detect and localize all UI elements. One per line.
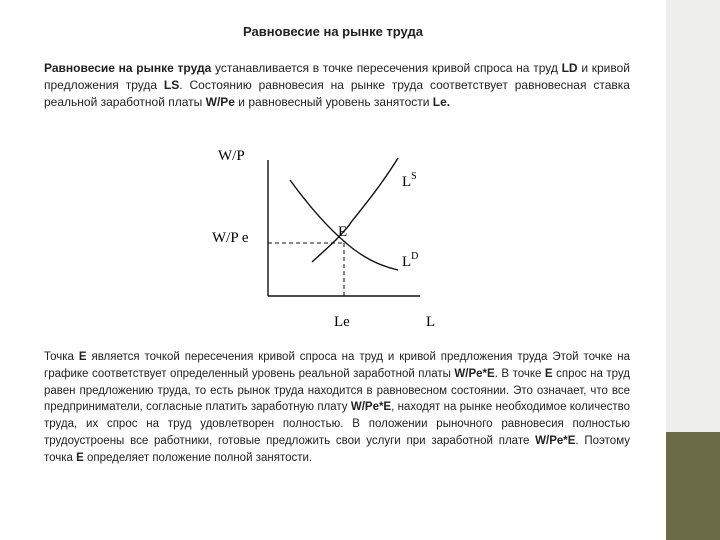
intro-text-2: и кривой предложения труда bbox=[44, 61, 630, 92]
y-axis-label: W/P bbox=[218, 148, 245, 164]
outro-text-1: Точка bbox=[44, 351, 79, 363]
outro-text-4: спрос на труд равен предложению труда, то есть рынок труда находится в равновесном состоянии. Это означает, что все предприниматели, согласные платить заработную плату bbox=[44, 367, 631, 414]
supply-curve-label: $L^S$ bbox=[402, 171, 417, 190]
intro-le: Le. bbox=[432, 95, 451, 109]
outro-point-e-1: E bbox=[78, 351, 87, 363]
outro-wage-3: W/Pe*E bbox=[535, 434, 576, 447]
supply-curve bbox=[312, 158, 398, 262]
outro-paragraph bbox=[44, 349, 630, 467]
supply-curve-superscript: S bbox=[411, 171, 417, 182]
intro-ld: LD bbox=[561, 61, 578, 75]
demand-curve-label: $L^D$ bbox=[402, 251, 419, 270]
outro-wage-1: W/Pe*E bbox=[454, 367, 495, 380]
outro-point-e-2: E bbox=[544, 367, 553, 380]
outro-text-5: , находят на рынке необходимое количество труда, их спрос на труд удовлетворен полностью. В положении рыночного равновесия полностью трудоустроены все работники, готовые предложить свои услуги при заработной плате bbox=[44, 401, 630, 447]
outro-text-7: определяет положение полной занятости. bbox=[83, 451, 313, 464]
side-panel-dark bbox=[666, 432, 720, 540]
intro-wpe: W/Pe bbox=[205, 95, 235, 109]
equilibrium-wage-label: W/P e bbox=[212, 230, 249, 246]
demand-curve-superscript: D bbox=[411, 251, 419, 262]
equilibrium-employment-label: Le bbox=[334, 314, 350, 330]
intro-text-1: устанавливается в точке пересечения кривой спроса на труд bbox=[211, 61, 562, 75]
outro-text-6: . Поэтому точка bbox=[44, 434, 630, 464]
outro-wage-2: W/Pe*E bbox=[350, 401, 392, 414]
side-panel-light bbox=[666, 0, 720, 432]
intro-term: Равновесие на рынке труда bbox=[44, 61, 212, 75]
intro-text-3: . Состоянию равновесия на рынке труда соответствует равновесная ставка реальной заработной платы bbox=[44, 78, 630, 109]
outro-text-3: . В точке bbox=[494, 367, 545, 380]
intro-text-4: и равновесный уровень занятости bbox=[234, 95, 433, 109]
slide-title: Равновесие на рынке труда bbox=[243, 24, 423, 39]
intro-paragraph bbox=[44, 60, 630, 111]
outro-point-e-3: E bbox=[76, 451, 84, 464]
labor-market-graph bbox=[200, 136, 460, 336]
outro-text-2: является точкой пересечения кривой спроса на труд и кривой предложения труда Этой точке на графике соответствует определенный уровень реальной заработной платы bbox=[44, 351, 630, 380]
x-axis-label: L bbox=[426, 314, 436, 330]
equilibrium-point-label: E bbox=[338, 224, 348, 240]
intro-ls: LS bbox=[163, 78, 180, 92]
